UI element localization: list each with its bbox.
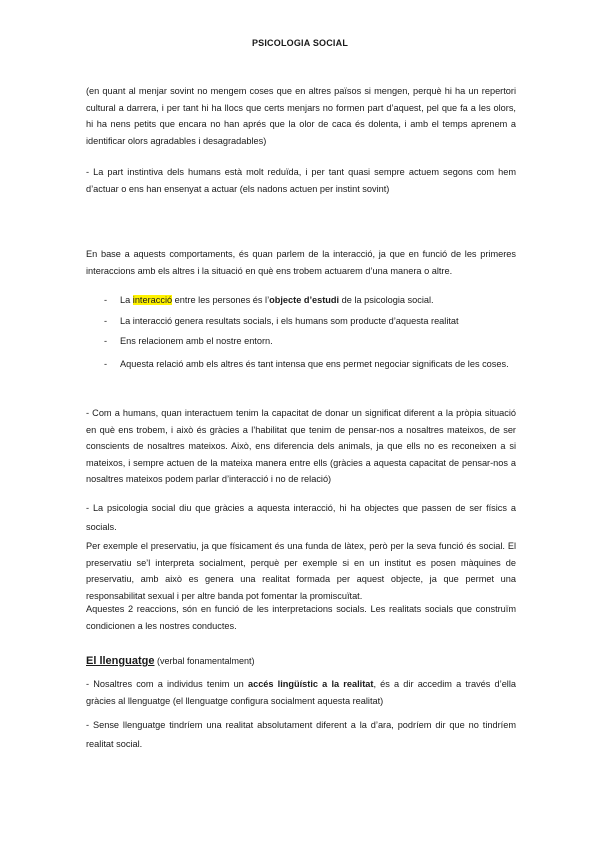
bullet-item — [86, 292, 516, 308]
heading-subtitle: (verbal fonamentalment) — [154, 656, 255, 666]
paragraph-social-realities: Aquestes 2 reaccions, són en funció de les interpretacions socials. Les realitats socials que construïm condicionen a les nostres conductes. — [86, 604, 516, 631]
bullet-dash: - — [104, 358, 108, 369]
bullet-dash: - — [104, 336, 108, 347]
bullet-text: La interacció genera resultats socials, i els humans som producte d’aquesta realitat — [120, 315, 459, 326]
paragraph-linguistic-access — [86, 676, 516, 709]
paragraph-interaction-intro: En base a aquests comportaments, és quan parlem de la interacció, ja que en funció de les primeres interaccions amb els altres i la situació en què ens trobem actuarem d’una manera o altre. — [86, 249, 516, 276]
text-pre: - Nosaltres com a individus tenim un — [86, 679, 248, 689]
paragraph-without-language: - Sense llenguatge tindríem una realitat absolutament diferent a la d’ara, podríem dir que no tindríem realitat social. — [86, 720, 516, 749]
bullet-item — [86, 333, 516, 349]
document-title: PSICOLOGIA SOCIAL — [251, 38, 349, 48]
section-heading-language — [86, 655, 255, 667]
paragraph-social-objects: - La psicologia social diu que gràcies a aquesta interacció, hi ha objectes que passen de ser físics a socials. — [86, 503, 516, 532]
bold-term: objecte d’estudi — [269, 295, 340, 305]
bullet-text-pre: La — [120, 295, 133, 305]
paragraph-condom-example: Per exemple el preservatiu, ja que físicament és una funda de làtex, però per la seva funció és social. El preservatiu se’l interpreta socialment, perquè per exemple si en un institut es posen màquines de preservatiu, amb això es genera una realitat formada per aquest objecte, ja que permet una responsabilitat sexual i per altre banda pot fomentar la promiscuïtat. — [86, 541, 516, 601]
paragraph-self-awareness: - Com a humans, quan interactuem tenim la capacitat de donar un significat diferent a la pròpia situació en què ens trobem, i això és gràcies a l’habilitat que tenim de pensar-nos a nosaltres mateixos, de ser conscients de nosaltres mateixos. Això, ens diferencia dels animals, ja que ells no es reconeixen a si mateixos, i sempre actuen de la mateixa manera entre ells (gràcies a aquesta capacitat de pensar-nos a nosaltres mateixos podem parlar d’interacció i no de relació) — [86, 408, 516, 484]
bullet-item — [86, 354, 516, 375]
paragraph-instinct: - La part instintiva dels humans està molt reduïda, i per tant quasi sempre actuem segons com hem d’actuar o ens han ensenyat a actuar (els nadons actuen per instint sovint) — [86, 167, 516, 194]
bold-phrase: accés lingüístic a la realitat — [247, 679, 374, 689]
bullet-dash: - — [104, 315, 108, 326]
bullet-item — [86, 313, 516, 329]
paragraph-food-smells: (en quant al menjar sovint no mengem coses que en altres països si mengen, perquè hi ha un repertori cultural a darrera, i per tant hi ha llocs que certs menjars no formen part d’aquest, pel que fa a les olors, hi ha nens petits que encara no han aprés que la olor de caca és dolenta, i amb el temps aprenem a identificar olors agradables i desagradables) — [86, 86, 516, 146]
bullet-text: Aquesta relació amb els altres és tant intensa que ens permet negociar significats de les coses. — [120, 358, 509, 369]
bullet-text-mid: entre les persones és l’ — [172, 295, 270, 305]
bullet-text: Ens relacionem amb el nostre entorn. — [120, 336, 273, 347]
heading-text: El llenguatge — [86, 655, 155, 667]
bullet-dash: - — [104, 295, 108, 305]
interaction-bullet-list — [86, 292, 516, 379]
highlighted-term: interacció — [132, 295, 173, 305]
bullet-text-post: de la psicologia social. — [339, 295, 434, 305]
text-post: , és a dir accedim a través d’ella gràcies al llenguatge (el llenguatge configura socialment aquesta realitat) — [86, 679, 516, 706]
